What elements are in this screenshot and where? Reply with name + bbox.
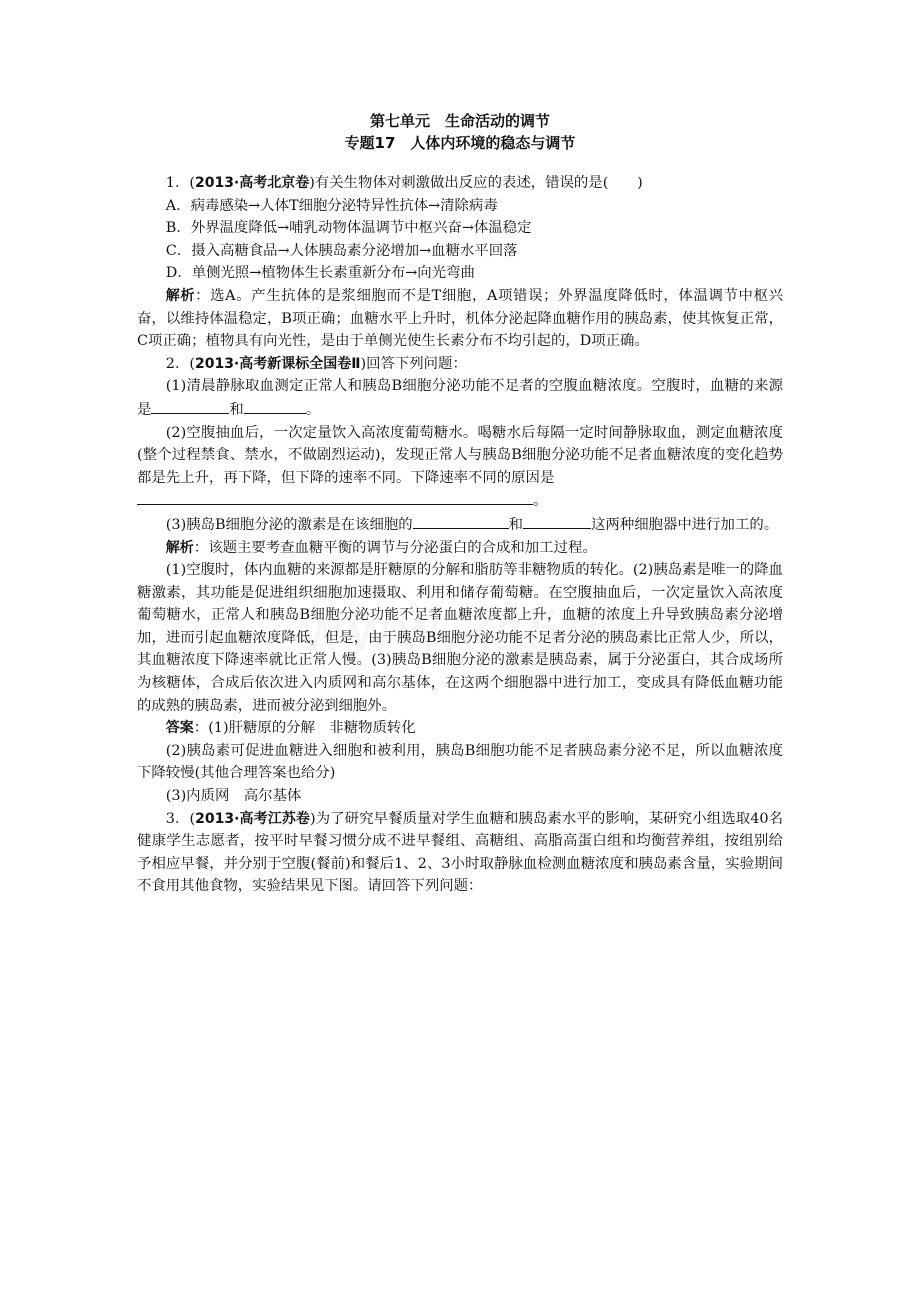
document-body — [137, 172, 783, 898]
q2-part1-blank-2 — [244, 398, 306, 414]
q2-part1-and: 和 — [229, 401, 244, 418]
q1-analysis-text: ：选A。产生抗体的是浆细胞而不是T细胞，A项错误；外界温度降低时，体温调节中枢兴奋，以维持体温稳定，B项正确；血糖水平上升时，机体分泌起降血糖作用的胰岛素，使其恢复正常，C项正确；植物具有向光性，是由于单侧光使生长素分布不均引起的，D项正确。 — [137, 287, 784, 350]
q1-source: 2013·高考北京卷 — [194, 175, 310, 191]
q2-answer-3: (3)内质网 高尔基体 — [165, 788, 302, 805]
title-block — [0, 110, 920, 154]
q1-analysis — [137, 285, 783, 353]
topic-title: 专题17 人体内环境的稳态与调节 — [344, 134, 576, 152]
q2-source: 2013·高考新课标全国卷Ⅱ — [194, 355, 361, 372]
q2-answer-label: 答案 — [165, 720, 194, 737]
q1-analysis-label: 解析 — [165, 287, 196, 304]
q2-number: 2．( — [165, 355, 195, 372]
q2-answer-1-text: ：(1)肝糖原的分解 非糖物质转化 — [193, 720, 416, 737]
q2-analysis-intro — [137, 537, 783, 560]
q1-number: 1．( — [165, 175, 195, 191]
q2-analysis-intro-text: ：该题主要考查血糖平衡的调节与分泌蛋白的合成和加工过程。 — [193, 539, 597, 556]
q2-part3-blank-2 — [523, 513, 591, 529]
q2-analysis-label: 解析 — [165, 539, 194, 556]
q1-stem-text: )有关生物体对刺激做出反应的表述，错误的是( ) — [309, 175, 643, 191]
q2-stem-text: )回答下列问题： — [360, 355, 467, 372]
q2-stem — [137, 353, 783, 376]
q2-answer-2: (2)胰岛素可促进血糖进入细胞和被利用，胰岛B细胞功能不足者胰岛素分泌不足，所以血糖浓度下降较慢(其他合理答案也给分) — [137, 742, 783, 782]
q1-option-a: A．病毒感染→人体T细胞分泌特异性抗体→清除病毒 — [165, 197, 498, 214]
q2-part1-blank-1 — [151, 398, 229, 414]
q1-option-c: C．摄入高糖食品→人体胰岛素分泌增加→血糖水平回落 — [165, 242, 518, 259]
unit-title: 第七单元 生命活动的调节 — [369, 112, 550, 130]
q2-part1-text: (1)清晨静脉取血测定正常人和胰岛B细胞分泌功能不足者的空腹血糖浓度。空腹时，血糖的来源是 — [137, 378, 783, 418]
q3-stem-text: )为了研究早餐质量对学生血糖和胰岛素水平的影响，某研究小组选取40名健康学生志愿者，按平时早餐习惯分成不进早餐组、高糖组、高脂高蛋白组和均衡营养组，按组别给予相应早餐，并分别于空腹(餐前)和餐后1、2、3小时取静脉血检测血糖浓度和胰岛素含量，实验期间不食用其他食物，实验结果见下图。请回答下列问题： — [137, 810, 783, 895]
q2-part2-blank — [137, 489, 533, 505]
q2-part3-blank-1 — [413, 513, 509, 529]
q2-analysis-body: (1)空腹时，体内血糖的来源都是肝糖原的分解和脂肪等非糖物质的转化。(2)胰岛素是唯一的降血糖激素，其功能是促进组织细胞加速摄取、利用和储存葡萄糖。在空腹抽血后，一次定量饮入高浓度葡萄糖水，正常人和胰岛B细胞分泌功能不足者血糖浓度都上升，血糖的浓度上升导致胰岛素分泌增加，进而引起血糖浓度降低，但是，由于胰岛B细胞分泌功能不足者分泌的胰岛素比正常人少，所以，其血糖浓度下降速率就比正常人慢。(3)胰岛B细胞分泌的激素是胰岛素，属于分泌蛋白，其合成场所为核糖体，合成后依次进入内质网和高尔基体，在这两个细胞器中进行加工，变成具有降低血糖功能的成熟的胰岛素，进而被分泌到细胞外。 — [137, 562, 783, 714]
q2-part3 — [137, 513, 783, 537]
q2-part3-and: 和 — [508, 516, 524, 533]
q2-part1-end: 。 — [305, 401, 321, 418]
q2-answer-1 — [137, 717, 783, 740]
q1-option-b: B．外界温度降低→哺乳动物体温调节中枢兴奋→体温稳定 — [165, 220, 532, 237]
q3-source: 2013·高考江苏卷 — [195, 810, 310, 827]
q2-part3-end: 这两种细胞器中进行加工的。 — [591, 516, 779, 533]
q3-number: 3．( — [165, 810, 196, 827]
q2-part3-text: (3)胰岛B细胞分泌的激素是在该细胞的 — [165, 516, 413, 533]
q1-option-d: D．单侧光照→植物体生长素重新分布→向光弯曲 — [165, 265, 475, 282]
q2-part2 — [137, 422, 783, 513]
q3-stem — [137, 808, 783, 898]
q1-stem — [137, 172, 783, 195]
q2-part1 — [137, 375, 783, 421]
q2-part2-text: (2)空腹抽血后，一次定量饮入高浓度葡萄糖水。喝糖水后每隔一定时间静脉取血，测定血糖浓度(整个过程禁食、禁水，不做剧烈运动)，发现正常人与胰岛B细胞分泌功能不足者血糖浓度的变化趋势都是先上升，再下降，但下降的速率不同。下降速率不同的原因是 — [137, 424, 783, 486]
q2-part2-end: 。 — [533, 493, 548, 510]
